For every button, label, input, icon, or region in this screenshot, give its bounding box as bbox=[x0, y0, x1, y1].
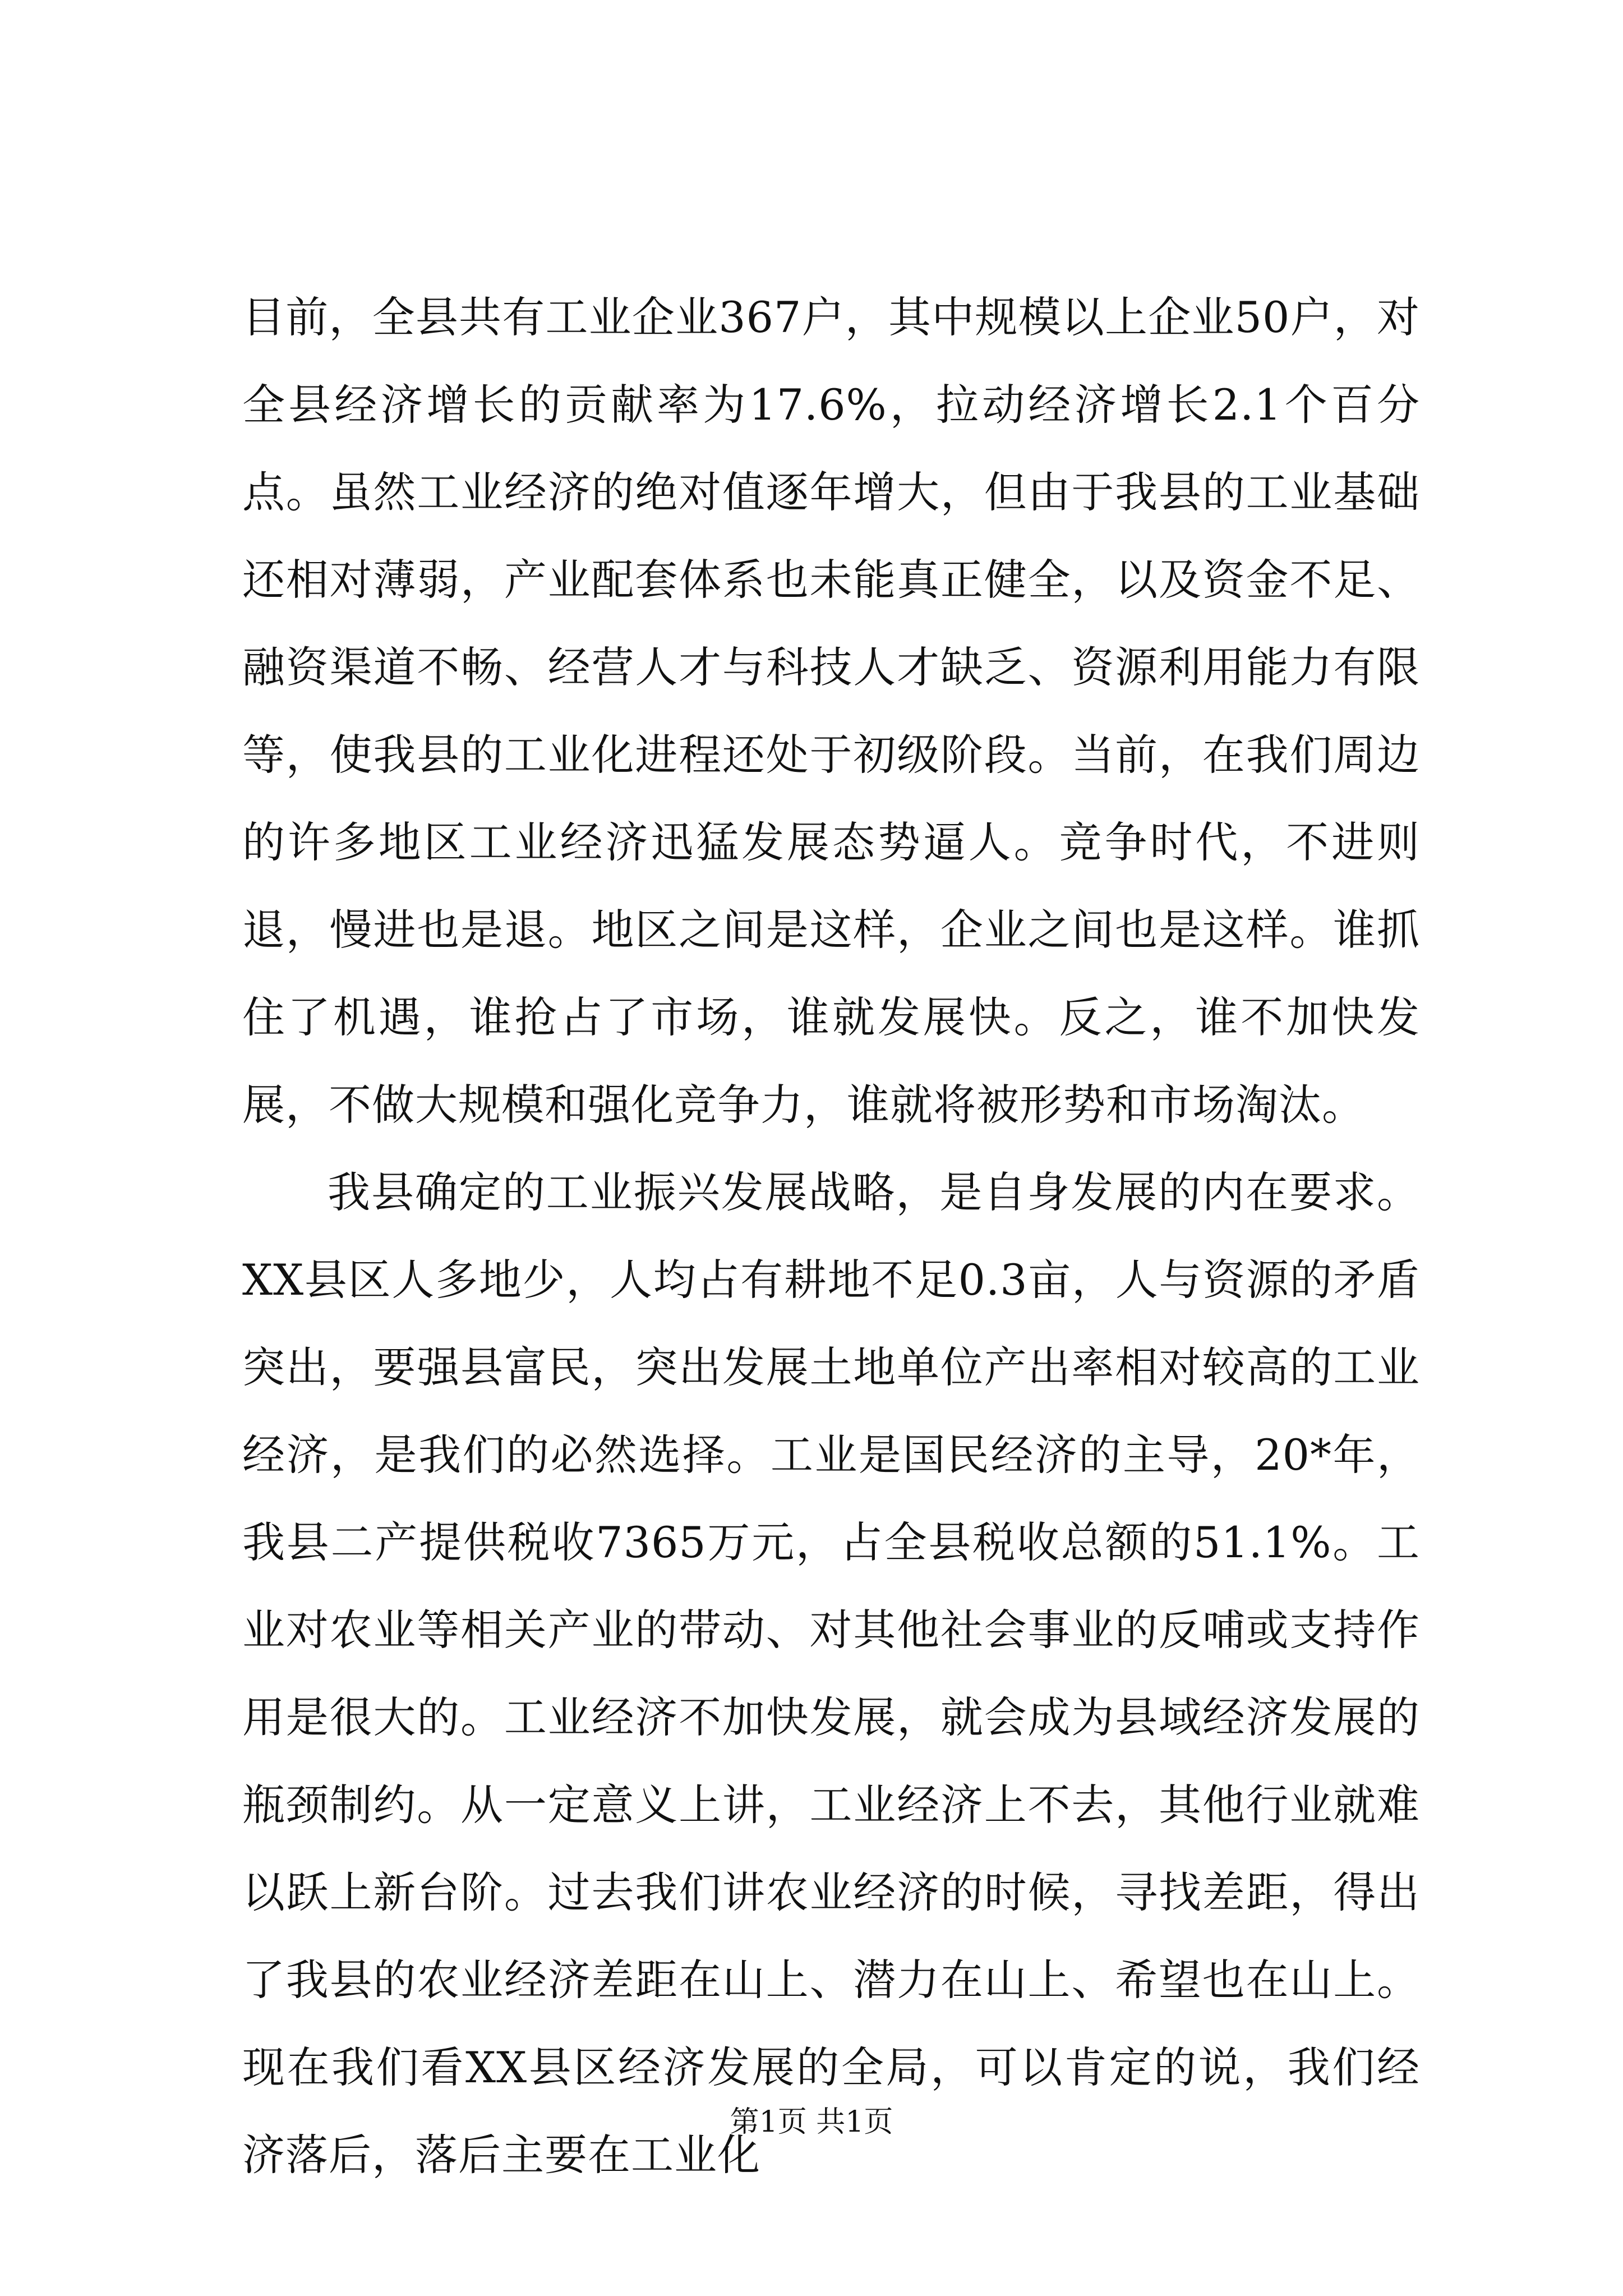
document-body bbox=[242, 274, 1420, 2199]
page-footer: 第1页 共1页 bbox=[730, 2105, 893, 2139]
paragraph-1: 目前，全县共有工业企业367户，其中规模以上企业50户，对全县经济增长的贡献率为17.6%，拉动经济增长2.1个百分点。虽然工业经济的绝对值逐年增大，但由于我县的工业基础还相对薄弱，产业配套体系也未能真正健全，以及资金不足、融资渠道不畅、经营人才与科技人才缺乏、资源利用能力有限等，使我县的工业化进程还处于初级阶段。当前，在我们周边的许多地区工业经济迅猛发展态势逼人。竞争时代，不进则退，慢进也是退。地区之间是这样，企业之间也是这样。谁抓住了机遇，谁抢占了市场，谁就发展快。反之，谁不加快发展，不做大规模和强化竞争力，谁就将被形势和市场淘汰。 bbox=[242, 292, 1420, 1130]
paragraph-2: 我县确定的工业振兴发展战略，是自身发展的内在要求。XX县区人多地少，人均占有耕地不足0.3亩，人与资源的矛盾突出，要强县富民，突出发展土地单位产出率相对较高的工业经济，是我们的必然选择。工业是国民经济的主导，20*年，我县二产提供税收7365万元，占全县税收总额的51.1%。工业对农业等相关产业的带动、对其他社会事业的反哺或支持作用是很大的。工业经济不加快发展，就会成为县域经济发展的瓶颈制约。从一定意义上讲，工业经济上不去，其他行业就难以跃上新台阶。过去我们讲农业经济的时候，寻找差距，得出了我县的农业经济差距在山上、潜力在山上、希望也在山上。现在我们看XX县区经济发展的全局，可以肯定的说，我们经济落后，落后主要在工业化 bbox=[242, 1167, 1420, 2180]
